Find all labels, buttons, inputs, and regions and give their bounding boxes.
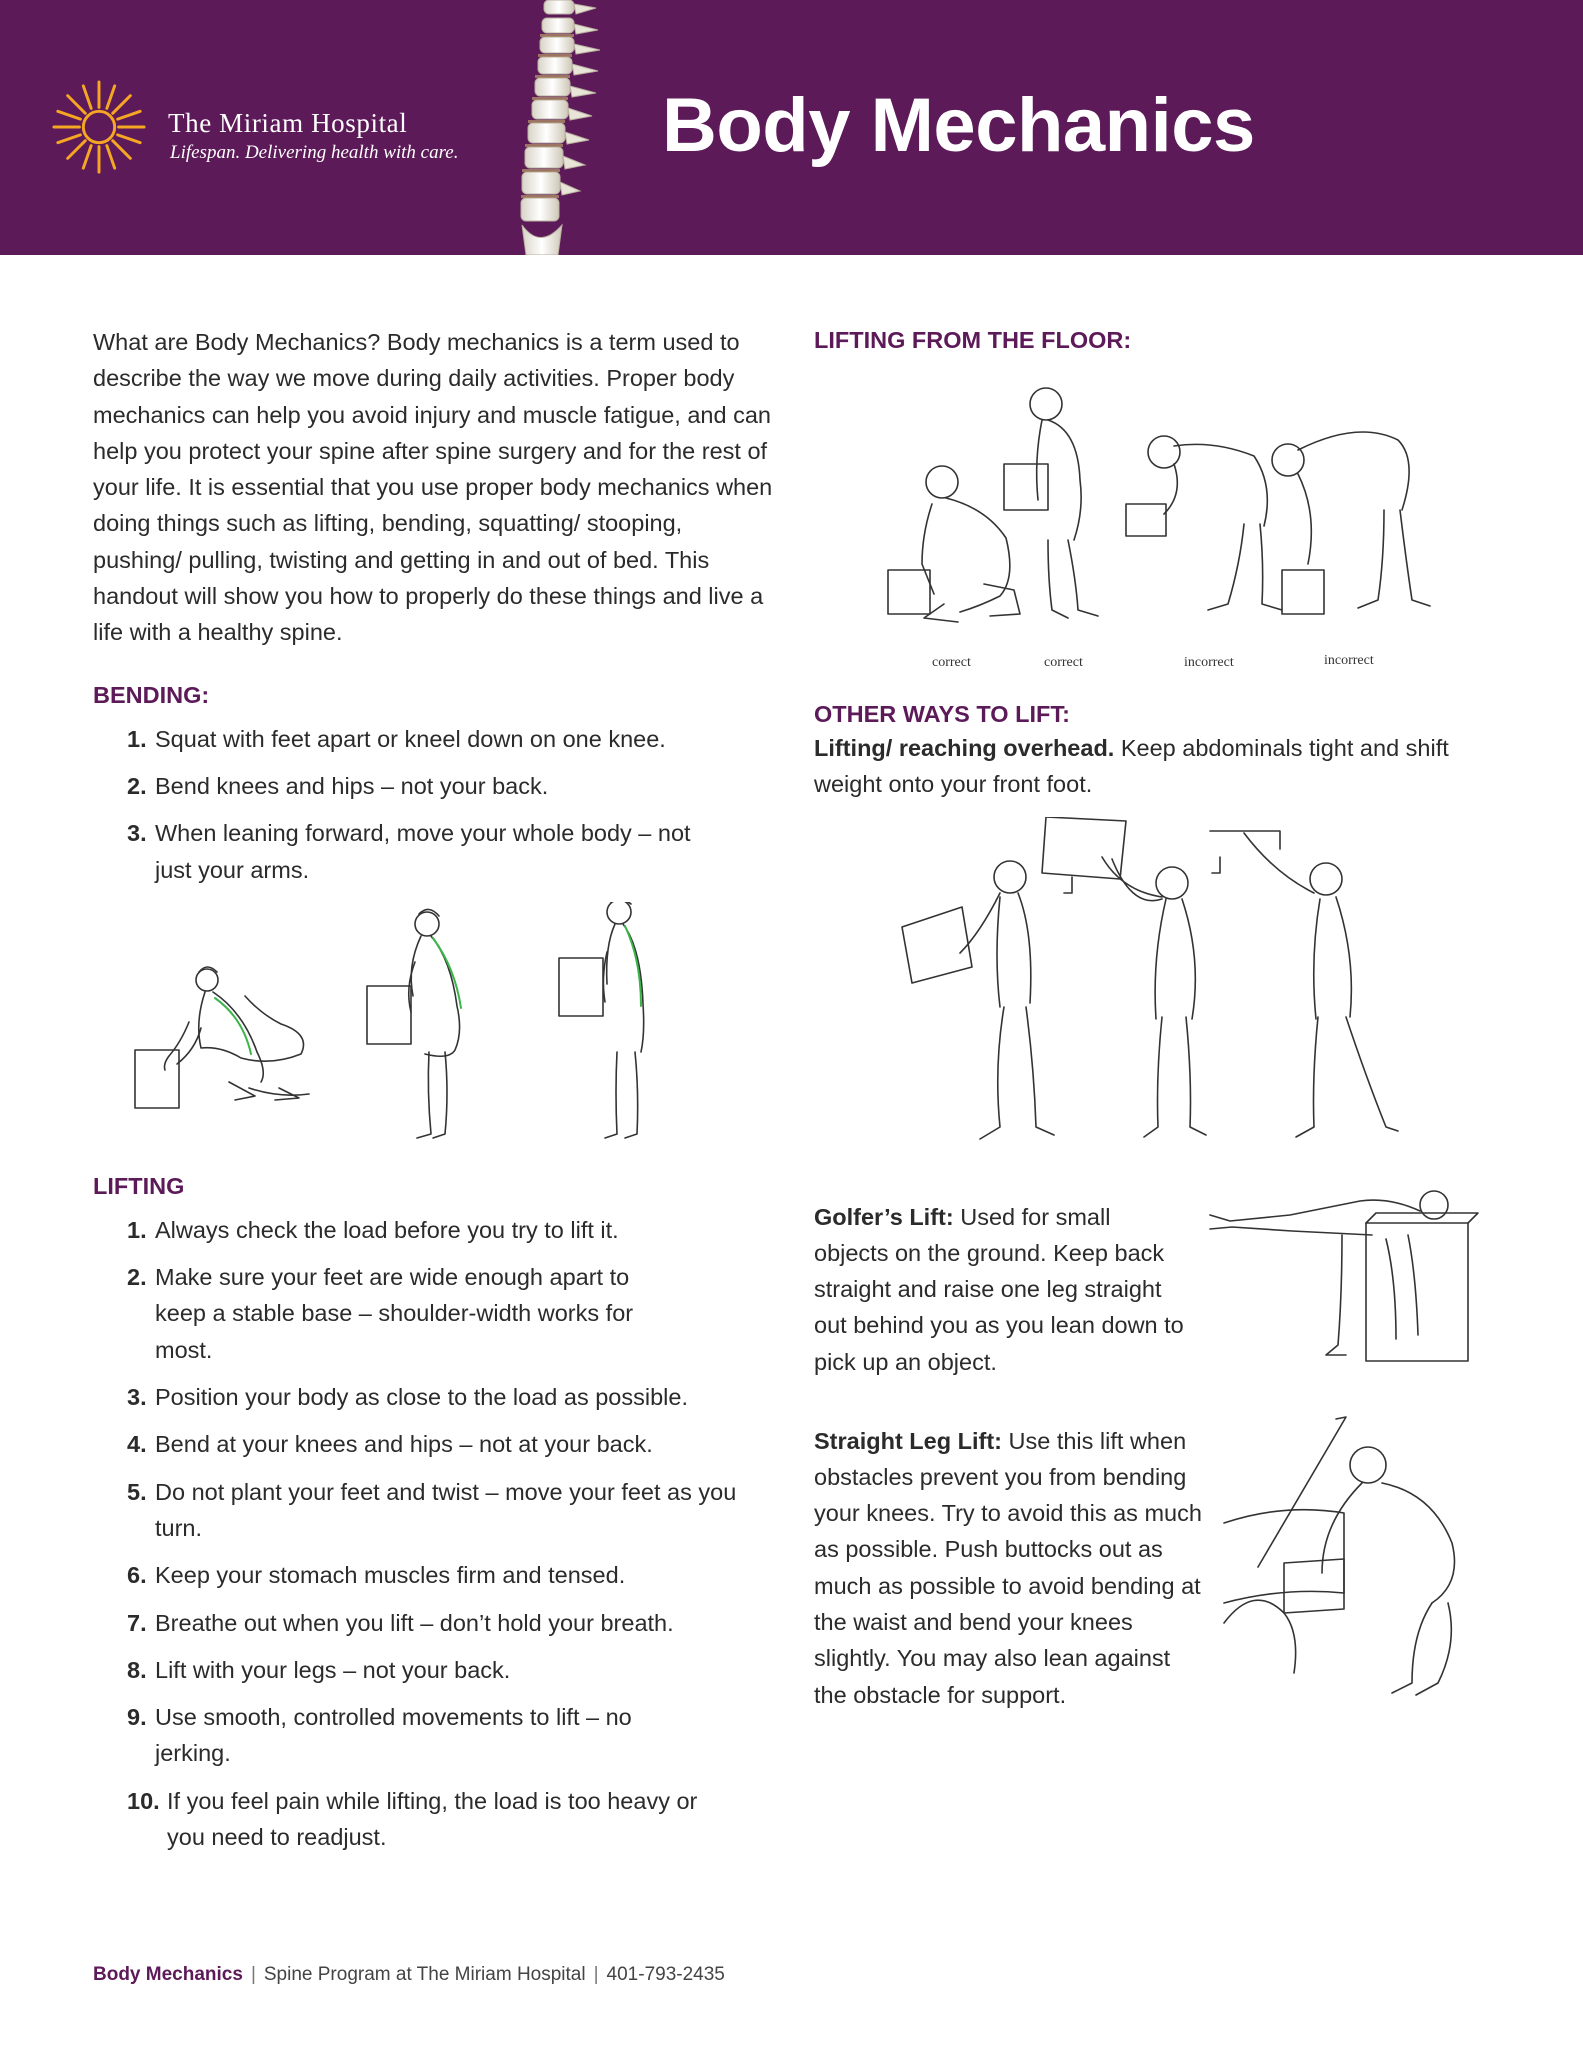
straight-leg-text: Use this lift when obstacles prevent you from bending your knees. Try to avoid this as much as possible. Push buttocks out as much as possible to avoid bending at the waist and bend your knees slightly. You may also lean against the obstacle for support. [814, 1427, 1202, 1708]
golfer-label: Golfer’s Lift: [814, 1203, 954, 1230]
floor-lifting-illustration [884, 374, 1484, 674]
hospital-tagline: Lifespan. Delivering health with care. [170, 142, 459, 163]
step-number: 8. [127, 1656, 147, 1683]
overhead-text: Keep abdominals tight and shift weight onto your front foot. [814, 735, 1449, 798]
list-item [127, 1605, 767, 1641]
step-number: 4. [127, 1431, 147, 1458]
footer-separator: | [593, 1964, 599, 1985]
straight-leg-lift-block [814, 1423, 1504, 1763]
header-band [0, 0, 1583, 255]
caption-2: correct [1044, 655, 1083, 670]
golfer-lift-block [814, 1199, 1504, 1389]
step-number: 1. [127, 1216, 147, 1243]
right-column [814, 324, 1504, 1763]
golfer-lift-illustration [1202, 1179, 1482, 1369]
list-item [127, 815, 715, 888]
step-number: 3. [127, 820, 147, 847]
step-text: Lift with your legs – not your back. [155, 1656, 511, 1683]
step-number: 7. [127, 1609, 147, 1636]
hospital-name: The Miriam Hospital [168, 108, 408, 138]
step-number: 5. [127, 1478, 147, 1505]
step-number: 3. [127, 1384, 147, 1411]
spine-illustration [508, 0, 618, 255]
step-text: Make sure your feet are wide enough apart to keep a stable base – shoulder-width works for most. [155, 1264, 634, 1363]
step-text: Position your body as close to the load as possible. [155, 1384, 688, 1411]
list-item [127, 1212, 767, 1248]
page-title: Body Mechanics [662, 83, 1255, 168]
overhead-label: Lifting/ reaching overhead. [814, 735, 1115, 761]
other-ways-heading: OTHER WAYS TO LIFT: [814, 701, 1070, 727]
step-text: When leaning forward, move your whole body – not just your arms. [155, 820, 691, 883]
straight-leg-lift-illustration [1222, 1413, 1492, 1713]
list-item [127, 1557, 767, 1593]
step-text: Squat with feet apart or kneel down on one knee. [155, 725, 666, 752]
left-column [93, 324, 773, 1866]
caption-4: incorrect [1324, 653, 1374, 668]
box-shape [135, 1050, 179, 1108]
caption-3: incorrect [1184, 655, 1234, 670]
list-item [127, 1783, 737, 1856]
step-number: 10. [127, 1787, 160, 1814]
step-text: Bend at your knees and hips – not at your back. [155, 1431, 653, 1458]
footer-separator: | [250, 1964, 256, 1985]
straight-leg-paragraph [814, 1423, 1204, 1713]
step-text: Do not plant your feet and twist – move your feet as you turn. [155, 1478, 737, 1541]
caption-1: correct [932, 655, 971, 670]
step-number: 6. [127, 1562, 147, 1589]
sun-logo-icon [50, 78, 148, 176]
bending-steps [93, 721, 727, 888]
footer-brand: Body Mechanics [93, 1964, 243, 1985]
step-text: Breathe out when you lift – don’t hold your breath. [155, 1609, 674, 1636]
step-text: Bend knees and hips – not your back. [155, 772, 549, 799]
golfer-text: Used for small objects on the ground. Keep back straight and raise one leg straight out behind you as you lean down to pick up an object. [814, 1203, 1184, 1375]
step-number: 9. [127, 1704, 147, 1731]
list-item [127, 1379, 767, 1415]
lifting-heading: LIFTING [93, 1172, 185, 1199]
golfer-paragraph [814, 1199, 1184, 1380]
overhead-illustration [900, 817, 1420, 1147]
footer-program: Spine Program at The Miriam Hospital [263, 1964, 586, 1985]
step-text: If you feel pain while lifting, the load is too heavy or you need to readjust. [167, 1787, 698, 1851]
list-item [127, 1259, 675, 1368]
step-text: Always check the load before you try to lift it. [155, 1216, 619, 1243]
footer [93, 1964, 725, 1986]
list-item [127, 768, 727, 804]
lifting-steps [93, 1212, 767, 1855]
list-item [127, 721, 727, 757]
footer-phone: 401-793-2435 [606, 1964, 725, 1985]
bending-heading: BENDING: [93, 681, 210, 708]
floor-heading: LIFTING FROM THE FLOOR: [814, 327, 1132, 353]
step-number: 2. [127, 772, 147, 799]
step-text: Use smooth, controlled movements to lift – no jerking. [155, 1704, 632, 1767]
step-number: 1. [127, 725, 147, 752]
intro-paragraph: What are Body Mechanics? Body mechanics is a term used to describe the way we move during daily activities. Proper body mechanics can help you avoid injury and muscle fatigue, and can help you protect your spine after spine surgery and for the rest of your life. It is essential that you use proper body mechanics when doing things such as lifting, bending, squatting/ stooping, pushing/ pulling, twisting and getting in and out of bed. This handout will show you how to properly do these things and live a life with a healthy spine. [93, 329, 773, 646]
list-item [127, 1699, 675, 1772]
list-item [127, 1474, 745, 1547]
bending-illustration [129, 902, 709, 1152]
overhead-paragraph [814, 730, 1464, 803]
list-item [127, 1652, 767, 1688]
straight-leg-label: Straight Leg Lift: [814, 1427, 1002, 1454]
step-number: 2. [127, 1264, 147, 1291]
step-text: Keep your stomach muscles firm and tensed. [155, 1562, 626, 1589]
list-item [127, 1426, 767, 1462]
